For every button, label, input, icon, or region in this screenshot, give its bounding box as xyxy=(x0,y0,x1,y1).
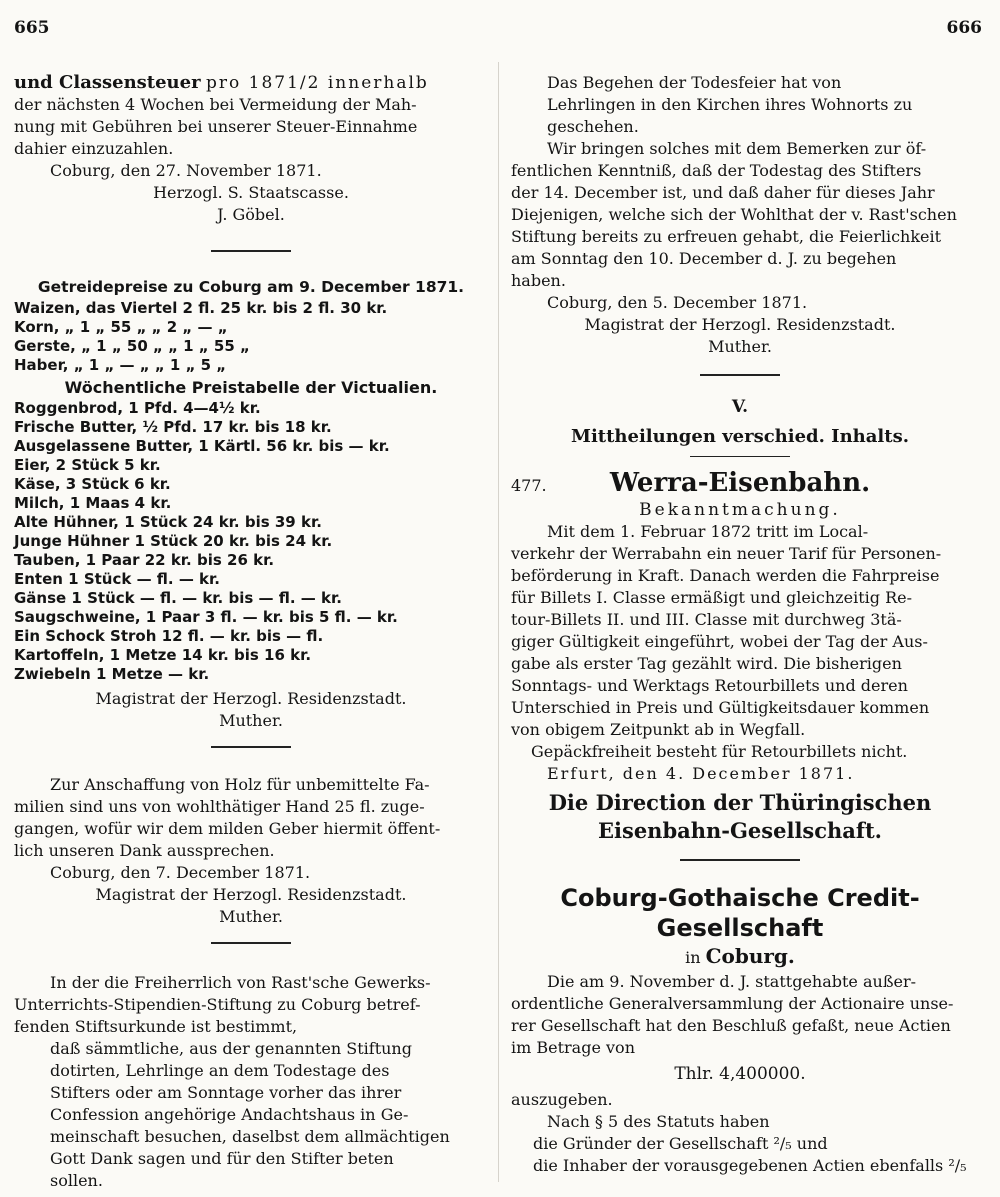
left-column xyxy=(14,72,488,1192)
foundation-provision-line: Lehrlingen in den Kirchen ihres Wohnorts zu xyxy=(547,95,913,114)
railway-luggage-note: Gepäckfreiheit besteht für Retourbillets nicht. xyxy=(531,742,908,761)
victual-row: Kartoffeln, 1 Metze 14 kr. bis 16 kr. xyxy=(14,646,312,664)
foundation-provision-line: meinschaft besuchen, daselbst dem allmächtigen xyxy=(50,1127,450,1146)
railway-line: giger Gültigkeit eingeführt, wobei der Tag der Aus- xyxy=(511,632,928,651)
page-number-right: 666 xyxy=(946,18,982,38)
tax-line: dahier einzuzahlen. xyxy=(14,139,174,158)
foundation-line: fenden Stiftsurkunde ist bestimmt, xyxy=(14,1017,298,1036)
railway-signatory: Eisenbahn-Gesellschaft. xyxy=(598,818,882,843)
credit-line: Die am 9. November d. J. stattgehabte außer- xyxy=(547,972,917,991)
tax-notice xyxy=(14,72,488,226)
railway-line: Sonntags- und Werktags Retourbillets und deren xyxy=(511,676,908,695)
railway-line: verkehr der Werrabahn ein neuer Tarif für Personen- xyxy=(511,544,942,563)
foundation-provision-line: geschehen. xyxy=(547,117,639,136)
foundation-line: haben. xyxy=(511,271,566,290)
foundation-provision-line: sollen. xyxy=(50,1171,103,1190)
wood-authority: Magistrat der Herzogl. Residenzstadt. xyxy=(95,885,407,904)
foundation-provision-line: daß sämmtliche, aus der genannten Stiftung xyxy=(50,1039,412,1058)
credit-city: Coburg. xyxy=(705,944,795,968)
foundation-line: Stiftung bereits zu erfreuen gehabt, die Feierlichkeit xyxy=(511,227,942,246)
victual-title: Wöchentliche Preistabelle der Victualien. xyxy=(64,378,438,397)
wood-date: Coburg, den 7. December 1871. xyxy=(50,863,311,882)
tax-line: nung mit Gebühren bei unserer Steuer-Einnahme xyxy=(14,117,418,136)
railway-line: tour-Billets II. und III. Classe mit durchweg 3tä- xyxy=(511,610,902,629)
grain-row: Korn, „ 1 „ 55 „ „ 2 „ — „ xyxy=(14,318,228,336)
foundation-date: Coburg, den 5. December 1871. xyxy=(547,293,808,312)
foundation-signature: Muther. xyxy=(708,337,772,356)
separator-rule xyxy=(690,456,790,457)
victual-prices xyxy=(14,377,488,732)
foundation-line: Wir bringen solches mit dem Bemerken zur öf- xyxy=(547,139,927,158)
railway-line: Unterschied in Preis und Gültigkeitsdauer kommen xyxy=(511,698,930,717)
section-title: Mittheilungen verschied. Inhalts. xyxy=(571,426,909,447)
victual-row: Enten 1 Stück — fl. — kr. xyxy=(14,570,220,588)
foundation-provision xyxy=(14,1038,488,1192)
victual-row: Saugschweine, 1 Paar 3 fl. — kr. bis 5 fl. — kr. xyxy=(14,608,398,626)
foundation-line: am Sonntag den 10. December d. J. zu begehen xyxy=(511,249,897,268)
credit-title: Gesellschaft xyxy=(656,914,824,942)
foundation-provision-line: Stifters oder am Sonntage vorher das ihrer xyxy=(50,1083,402,1102)
railway-line: für Billets I. Classe ermäßigt und gleichzeitig Re- xyxy=(511,588,912,607)
victual-row: Ein Schock Stroh 12 fl. — kr. bis — fl. xyxy=(14,627,324,645)
victual-row: Käse, 3 Stück 6 kr. xyxy=(14,475,171,493)
wood-line: Zur Anschaffung von Holz für unbemittelte Fa- xyxy=(50,775,430,794)
railway-line: gabe als erster Tag gezählt wird. Die bisherigen xyxy=(511,654,902,673)
grain-prices xyxy=(14,278,488,375)
tax-line-tail: pro 1871/2 innerhalb xyxy=(206,73,429,93)
credit-list-line: die Gründer der Gesellschaft ²/₅ und xyxy=(533,1134,828,1153)
foundation-provision-line: Das Begehen der Todesfeier hat von xyxy=(547,73,842,92)
credit-line: ordentliche Generalversammlung der Actionaire unse- xyxy=(511,994,954,1013)
railway-notice xyxy=(511,467,969,845)
grain-title: Getreidepreise zu Coburg am 9. December 1871. xyxy=(37,278,465,296)
victual-row: Roggenbrod, 1 Pfd. 4—4½ kr. xyxy=(14,399,261,417)
wood-line: gangen, wofür wir dem milden Geber hiermit öffent- xyxy=(14,819,441,838)
foundation-line: fentlichen Kenntniß, daß der Todestag des Stifters xyxy=(511,161,922,180)
credit-line: im Betrage von xyxy=(511,1038,635,1057)
separator-rule xyxy=(680,859,800,861)
foundation-line: In der die Freiherrlich von Rast'sche Gewerks- xyxy=(50,973,431,992)
foundation-notice-continued xyxy=(511,72,969,358)
right-column xyxy=(511,72,969,1177)
credit-statute: Nach § 5 des Statuts haben xyxy=(547,1112,770,1131)
railway-subtitle: Bekanntmachung. xyxy=(639,500,841,520)
victual-row: Frische Butter, ½ Pfd. 17 kr. bis 18 kr. xyxy=(14,418,332,436)
foundation-notice xyxy=(14,972,488,1192)
credit-issue: auszugeben. xyxy=(511,1090,613,1109)
credit-amount: Thlr. 4,400000. xyxy=(674,1064,806,1084)
railway-line: von obigem Zeitpunkt ab in Wegfall. xyxy=(511,720,806,739)
grain-row: Gerste, „ 1 „ 50 „ „ 1 „ 55 „ xyxy=(14,337,250,355)
separator-rule xyxy=(211,942,291,944)
separator-rule xyxy=(700,374,780,376)
grain-row: Haber, „ 1 „ — „ „ 1 „ 5 „ xyxy=(14,356,227,374)
credit-in: in xyxy=(685,948,701,967)
victual-row: Milch, 1 Maas 4 kr. xyxy=(14,494,172,512)
victual-row: Gänse 1 Stück — fl. — kr. bis — fl. — kr. xyxy=(14,589,342,607)
wood-donation-notice xyxy=(14,774,488,928)
credit-list-line: die Inhaber der vorausgegebenen Actien ebenfalls ²/₅ xyxy=(533,1156,967,1175)
victual-authority: Magistrat der Herzogl. Residenzstadt. xyxy=(95,689,407,708)
victual-row: Ausgelassene Butter, 1 Kärtl. 56 kr. bis — kr. xyxy=(14,437,390,455)
foundation-line: der 14. December ist, und daß daher für dieses Jahr xyxy=(511,183,935,202)
victual-row: Junge Hühner 1 Stück 20 kr. bis 24 kr. xyxy=(14,532,333,550)
notice-number: 477. xyxy=(511,476,547,495)
foundation-provision-line: Gott Dank sagen und für den Stifter beten xyxy=(50,1149,394,1168)
railway-line: beförderung in Kraft. Danach werden die Fahrpreise xyxy=(511,566,940,585)
foundation-provision-line: dotirten, Lehrlinge an dem Todestage des xyxy=(50,1061,390,1080)
victual-row: Tauben, 1 Paar 22 kr. bis 26 kr. xyxy=(14,551,275,569)
railway-line: Mit dem 1. Februar 1872 tritt im Local- xyxy=(547,522,869,541)
wood-line: lich unseren Dank aussprechen. xyxy=(14,841,275,860)
grain-row: Waizen, das Viertel 2 fl. 25 kr. bis 2 fl. 30 kr. xyxy=(14,299,388,317)
wood-signature: Muther. xyxy=(219,907,283,926)
tax-authority: Herzogl. S. Staatscasse. xyxy=(153,183,349,202)
tax-signature: J. Göbel. xyxy=(217,205,285,224)
section-number: V. xyxy=(731,397,749,417)
foundation-authority: Magistrat der Herzogl. Residenzstadt. xyxy=(584,315,896,334)
railway-date: Erfurt, den 4. December 1871. xyxy=(547,764,855,783)
victual-row: Alte Hühner, 1 Stück 24 kr. bis 39 kr. xyxy=(14,513,322,531)
credit-line: rer Gesellschaft hat den Beschluß gefaßt, neue Actien xyxy=(511,1016,951,1035)
foundation-line: Diejenigen, welche sich der Wohlthat der v. Rast'schen xyxy=(511,205,957,224)
credit-notice xyxy=(511,883,969,1177)
railway-title: Werra-Eisenbahn. xyxy=(609,468,871,498)
tax-date: Coburg, den 27. November 1871. xyxy=(50,161,322,180)
victual-row: Zwiebeln 1 Metze — kr. xyxy=(14,665,210,683)
separator-rule xyxy=(211,746,291,748)
tax-heading: und Classensteuer xyxy=(14,72,201,93)
railway-signatory: Die Direction der Thüringischen xyxy=(548,790,932,815)
foundation-line: Unterrichts-Stipendien-Stiftung zu Coburg betref- xyxy=(14,995,421,1014)
victual-signature: Muther. xyxy=(219,711,283,730)
separator-rule xyxy=(211,250,291,252)
credit-title: Coburg-Gothaische Credit- xyxy=(560,884,920,912)
tax-line: der nächsten 4 Wochen bei Vermeidung der Mah- xyxy=(14,95,417,114)
foundation-provision-line: Confession angehörige Andachtshaus in Ge- xyxy=(50,1105,409,1124)
wood-line: milien sind uns von wohlthätiger Hand 25 fl. zuge- xyxy=(14,797,425,816)
column-divider xyxy=(498,62,499,1182)
victual-row: Eier, 2 Stück 5 kr. xyxy=(14,456,161,474)
page-number-left: 665 xyxy=(14,18,50,38)
